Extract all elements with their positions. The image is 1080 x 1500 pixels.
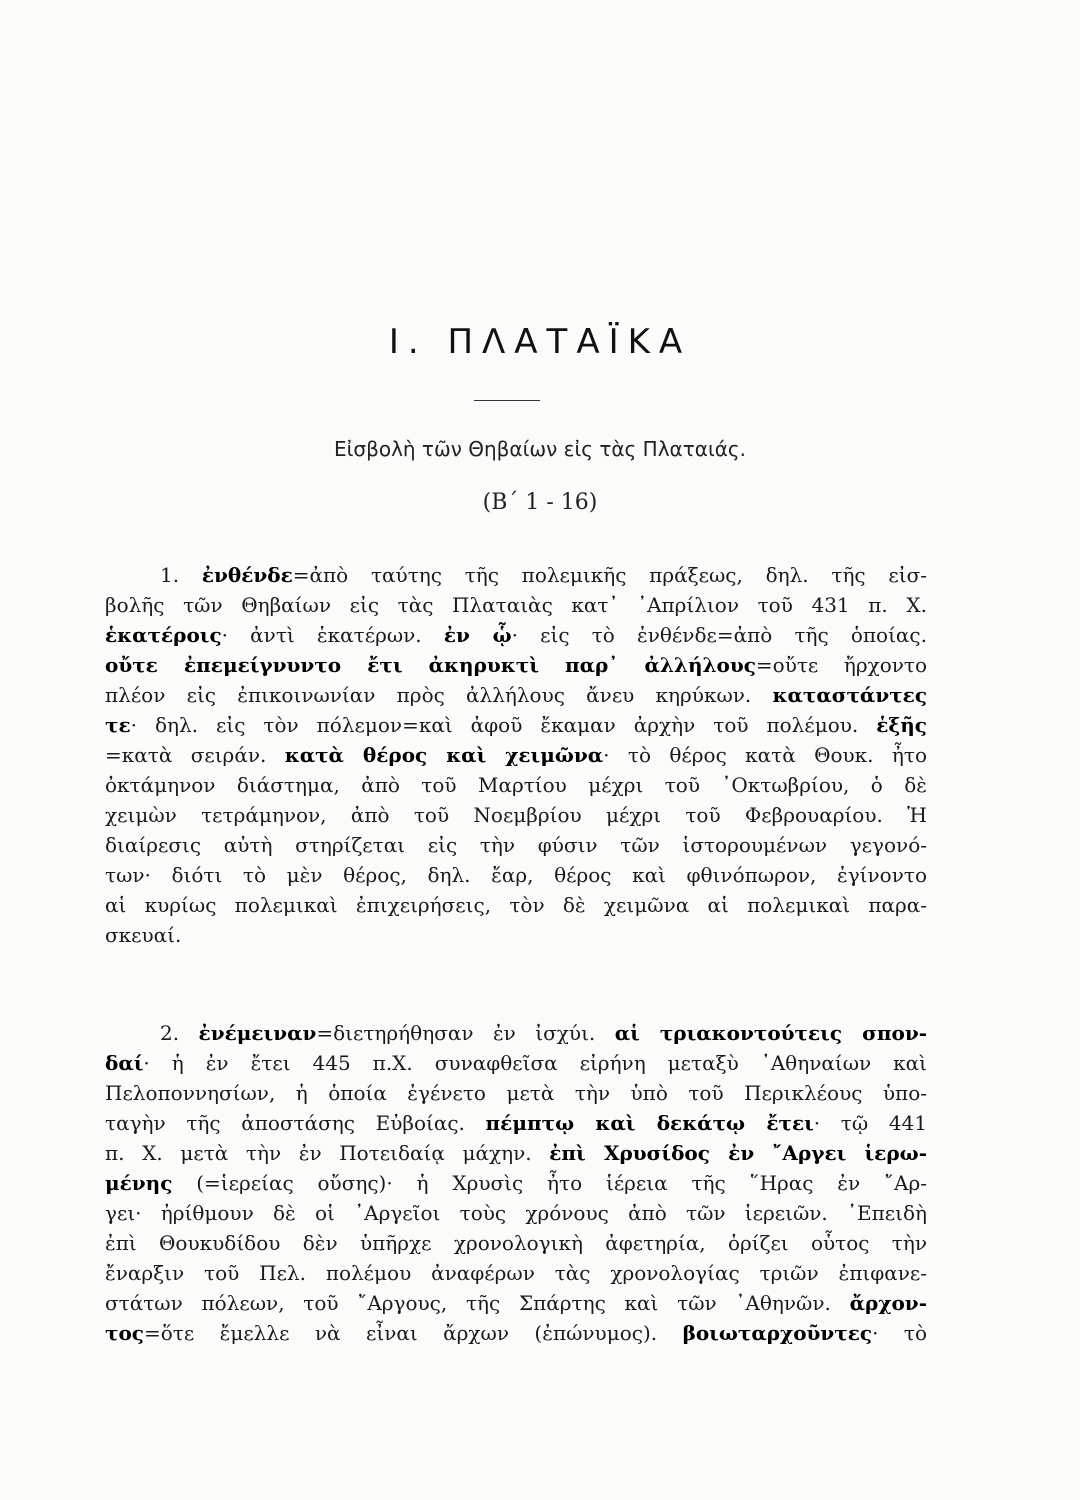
gloss: =κατὰ σειράν. [105,743,285,767]
gloss: διαίρεσις αὐτὴ στηρίζεται εἰς τὴν φύσιν τῶν ἱστορουμένων γεγονό- [105,833,927,857]
lemma: ἐν ᾧ [443,623,512,647]
text-line [105,830,927,860]
text-line [105,680,927,710]
lemma: τε [105,713,131,737]
gloss: (=ἱερείας οὔσης)· ἡ Χρυσὶς ἦτο ἱέρεια τῆς ῞Ηρας ἐν ῎Αρ- [172,1171,927,1195]
lemma: μένης [105,1171,173,1195]
text-line [105,1318,927,1348]
lemma: οὔτε ἐπεμείγνυντο ἔτι ἀκηρυκτὶ παρ᾽ ἀλλήλους [105,653,756,677]
commentary-paragraph-2 [105,1018,927,1348]
lemma: κατὰ θέρος καὶ χειμῶνα [284,743,604,767]
title-divider [474,400,540,401]
lemma: ἐνέμειναν [198,1021,317,1045]
gloss: =οὔτε ἤρχοντο [755,653,928,677]
lemma: ἐνθένδε [201,563,293,587]
text-line [105,1078,927,1108]
lemma: δαί [105,1051,144,1075]
gloss: ὀκτάμηνον διάστημα, ἀπὸ τοῦ Μαρτίου μέχρι τοῦ ᾽Οκτωβρίου, ὁ δὲ [105,773,927,797]
text-line [105,1168,927,1198]
passage-range: (Β΄ 1 - 16) [482,490,598,515]
gloss: σκευαί. [105,923,182,947]
lemma: καταστάντες [772,683,927,707]
lemma: αἱ τριακοντούτεις σπον- [614,1021,927,1045]
text-line [105,620,927,650]
text-line [105,1228,927,1258]
text-line [105,1198,927,1228]
lemma: πέμπτῳ καὶ δεκάτῳ ἔτει [485,1111,814,1135]
gloss: Πελοποννησίων, ἡ ὁποία ἐγένετο μετὰ τὴν ὑπὸ τοῦ Περικλέους ὑπο- [105,1081,927,1105]
gloss: · εἰς τὸ ἐνθένδε=ἀπὸ τῆς ὁποίας. [511,623,927,647]
gloss: · τὸ θέρος κατὰ Θουκ. ἦτο [603,743,927,767]
text-line [105,770,927,800]
text-line [105,1288,927,1318]
lemma: ἑκατέροις [105,623,222,647]
gloss: · τὸ [872,1321,927,1345]
lemma: ἑξῆς [876,713,927,737]
gloss: =διετηρήθησαν ἐν ἰσχύι. [316,1021,615,1045]
text-line [105,800,927,830]
gloss: στάτων πόλεων, τοῦ ῎Αργους, τῆς Σπάρτης καὶ τῶν ᾽Αθηνῶν. [105,1291,850,1315]
text-line [105,920,927,950]
text-line [105,590,927,620]
text-line [105,740,927,770]
text-line [105,1018,927,1048]
text-line [105,1048,927,1078]
text-line [105,1108,927,1138]
gloss: ἔναρξιν τοῦ Πελ. πολέμου ἀναφέρων τὰς χρονολογίας τριῶν ἐπιφανε- [105,1261,927,1285]
gloss: =ὅτε ἔμελλε νὰ εἶναι ἄρχων (ἐπώνυμος). [143,1321,683,1345]
chapter-title: I. ΠΛΑΤΑΪΚΑ [388,322,692,362]
text-line [105,560,927,590]
lemma: βοιωταρχοῦντες [682,1321,873,1345]
gloss: · ἡ ἐν ἔτει 445 π.Χ. συναφθεῖσα εἰρήνη μεταξὺ ᾽Αθηναίων καὶ [143,1051,927,1075]
note-number: 2. [160,1021,199,1045]
gloss: · δηλ. εἰς τὸν πόλεμον=καὶ ἀφοῦ ἔκαμαν ἀρχὴν τοῦ πολέμου. [130,713,877,737]
lemma: ἄρχον- [849,1291,927,1315]
gloss: ἐπὶ Θουκυδίδου δὲν ὑπῆρχε χρονολογικὴ ἀφετηρία, ὁρίζει οὗτος τὴν [105,1231,927,1255]
gloss: αἱ κυρίως πολεμικαὶ ἐπιχειρήσεις, τὸν δὲ χειμῶνα αἱ πολεμικαὶ παρα- [105,893,927,917]
text-line [105,650,927,680]
gloss: π. Χ. μετὰ τὴν ἐν Ποτειδαίᾳ μάχην. [105,1141,550,1165]
text-line [105,860,927,890]
text-line [105,890,927,920]
text-line [105,1258,927,1288]
text-line [105,1138,927,1168]
gloss: · τῷ 441 [813,1111,928,1135]
gloss: · ἀντὶ ἑκατέρων. [221,623,444,647]
commentary-paragraph-1 [105,560,927,950]
gloss: γει· ἠρίθμουν δὲ οἱ ᾽Αργεῖοι τοὺς χρόνους ἀπὸ τῶν ἱερειῶν. ᾽Επειδὴ [105,1201,927,1225]
lemma: ἐπὶ Χρυσίδος ἐν ῎Αργει ἱερω- [549,1141,927,1165]
lemma: τος [105,1321,144,1345]
gloss: ταγὴν τῆς ἀποστάσης Εὐβοίας. [105,1111,486,1135]
text-line [105,710,927,740]
gloss: =ἀπὸ ταύτης τῆς πολεμικῆς πράξεως, δηλ. τῆς εἰσ- [292,563,927,587]
section-subtitle: Εἰσβολὴ τῶν Θηβαίων εἰς τὰς Πλαταιάς. [333,437,746,461]
gloss: χειμὼν τετράμηνον, ἀπὸ τοῦ Νοεμβρίου μέχρι τοῦ Φεβρουαρίου. Ἡ [105,803,927,827]
gloss: των· διότι τὸ μὲν θέρος, δηλ. ἔαρ, θέρος καὶ φθινόπωρον, ἐγίνοντο [105,863,927,887]
note-number: 1. [160,563,202,587]
gloss: βολῆς τῶν Θηβαίων εἰς τὰς Πλαταιὰς κατ᾽ ᾽Απρίλιον τοῦ 431 π. Χ. [105,593,927,617]
gloss: πλέον εἰς ἐπικοινωνίαν πρὸς ἀλλήλους ἄνευ κηρύκων. [105,683,773,707]
